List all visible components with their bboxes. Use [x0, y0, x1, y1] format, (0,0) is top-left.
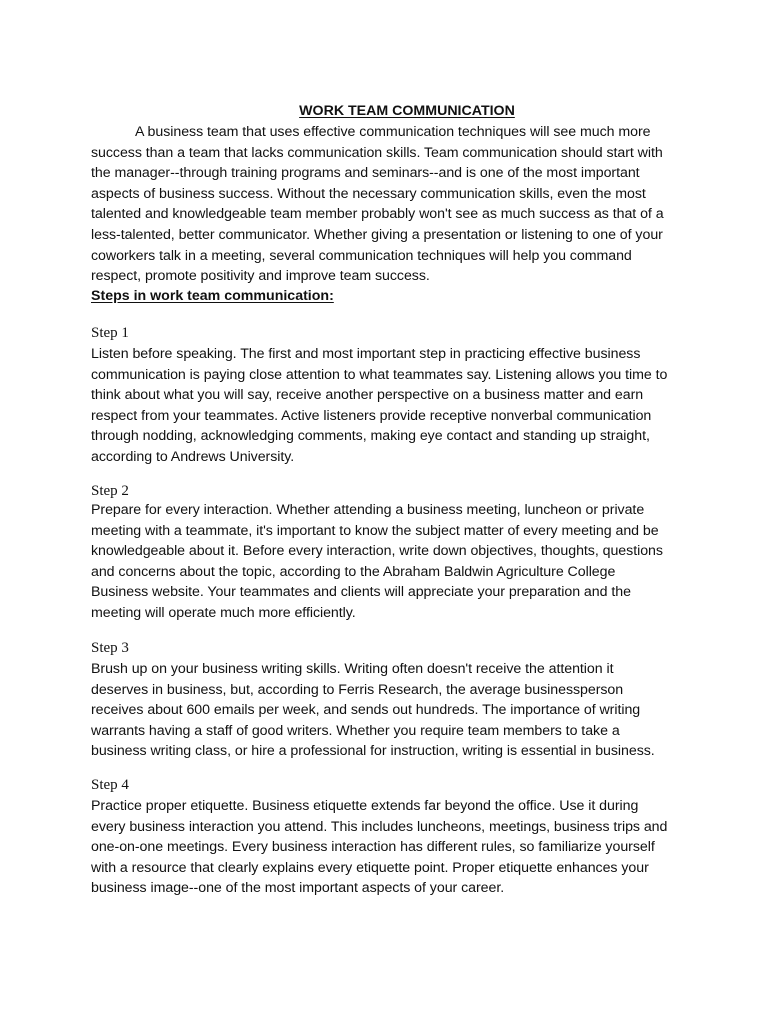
step-1-label: Step 1 [91, 325, 129, 341]
step-4-text: Practice proper etiquette. Business etiquette extends far beyond the office. Use it during every business interaction you attend. This includes luncheons, meetings, business trips and one-on-one meetings. Every business interaction has different rules, so familiarize yourself with a resource that clearly explains every etiquette point. Proper etiquette enhances your business image--one of the most important aspects of your career. [91, 798, 668, 897]
step-2-text: Prepare for every interaction. Whether attending a business meeting, luncheon or private meeting with a teammate, it's important to know the subject matter of every meeting and be knowledgeable about it. Before every interaction, write down objectives, thoughts, questions and concerns about the topic, according to the Abraham Baldwin Agriculture College Business website. Your teammates and clients will appreciate your preparation and the meeting will operate much more efficiently. [91, 502, 663, 621]
steps-heading: Steps in work team communication: [91, 288, 334, 304]
step-3-label: Step 3 [91, 640, 129, 656]
step-4-label: Step 4 [91, 777, 129, 793]
intro-paragraph: A business team that uses effective communication techniques will see much more success than a team that lacks communication skills. Team communication should start with the manager--through training programs and seminars--and is one of the most important aspects of business success. Without the necessary communication skills, even the most talented and knowledgeable team member probably won't see as much success as that of a less-talented, better communicator. Whether giving a presentation or listening to one of your coworkers talk in a meeting, several communication techniques will help you command respect, promote positivity and improve team success. [91, 124, 664, 285]
step-1-text: Listen before speaking. The first and most important step in practicing effective business communication is paying close attention to what teammates say. Listening allows you time to think about what you will say, receive another perspective on a business matter and earn respect from your teammates. Active listeners provide receptive nonverbal communication through nodding, acknowledging comments, making eye contact and standing up straight, according to Andrews University. [91, 346, 668, 465]
step-2-label: Step 2 [91, 483, 129, 499]
document-title: WORK TEAM COMMUNICATION [299, 102, 515, 119]
step-3-text: Brush up on your business writing skills. Writing often doesn't receive the attention it deserves in business, but, according to Ferris Research, the average businessperson receives about 600 emails per week, and sends out hundreds. The importance of writing warrants having a staff of good writers. Whether you require team members to take a business writing class, or hire a professional for instruction, writing is essential in business. [91, 661, 655, 760]
